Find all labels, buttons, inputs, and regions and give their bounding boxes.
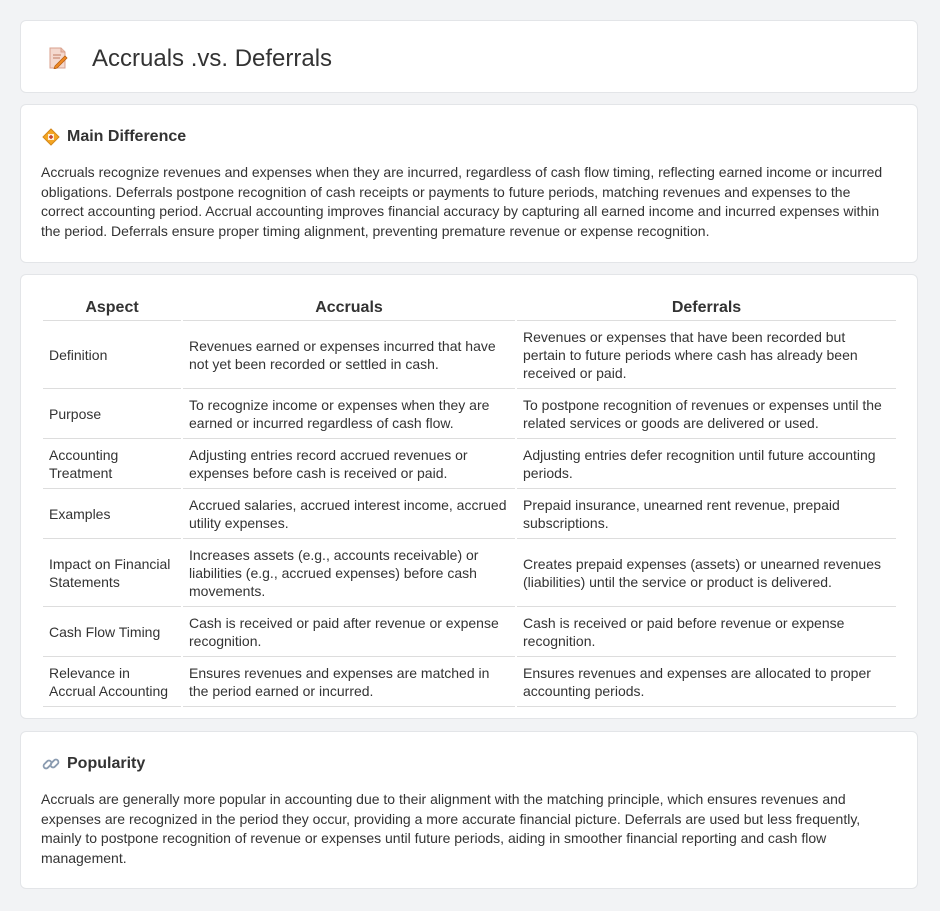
aspect-cell: Examples	[43, 489, 181, 539]
accruals-cell: Increases assets (e.g., accounts receivable) or liabilities (e.g., accrued expenses) before cash movements.	[183, 539, 515, 607]
page-title: Accruals .vs. Deferrals	[92, 45, 333, 72]
deferrals-cell: Ensures revenues and expenses are allocated to proper accounting periods.	[517, 657, 896, 707]
table-row	[43, 389, 896, 439]
popularity-header	[41, 754, 145, 774]
accruals-cell: To recognize income or expenses when they are earned or incurred regardless of cash flow.	[183, 389, 515, 439]
table-header-row	[43, 297, 896, 321]
diamond-sign-icon	[41, 127, 61, 147]
column-header-deferrals: Deferrals	[517, 297, 896, 321]
deferrals-cell: Cash is received or paid before revenue or expense recognition.	[517, 607, 896, 657]
table-row	[43, 439, 896, 489]
deferrals-cell: Prepaid insurance, unearned rent revenue, prepaid subscriptions.	[517, 489, 896, 539]
deferrals-cell: Revenues or expenses that have been recorded but pertain to future periods where cash has already been received or paid.	[517, 321, 896, 389]
comparison-card	[20, 274, 918, 719]
table-row	[43, 657, 896, 707]
popularity-card	[20, 731, 918, 889]
accruals-cell: Ensures revenues and expenses are matched in the period earned or incurred.	[183, 657, 515, 707]
aspect-cell: Accounting Treatment	[43, 439, 181, 489]
deferrals-cell: Creates prepaid expenses (assets) or unearned revenues (liabilities) until the service or product is delivered.	[517, 539, 896, 607]
accruals-cell: Accrued salaries, accrued interest income, accrued utility expenses.	[183, 489, 515, 539]
table-row	[43, 321, 896, 389]
main-difference-text: Accruals recognize revenues and expenses when they are incurred, regardless of cash flow timing, reflecting earned income or incurred obligations. Deferrals postpone recognition of cash receipts or payments to future periods, matching revenues and expenses to the correct accounting period. Accrual accounting improves financial accuracy by capturing all earned income and incurred expenses within the period. Deferrals ensure proper timing alignment, preventing premature revenue or expense recognition.	[41, 164, 883, 239]
aspect-cell: Impact on Financial Statements	[43, 539, 181, 607]
accruals-cell: Adjusting entries record accrued revenues or expenses before cash is received or paid.	[183, 439, 515, 489]
main-difference-heading: Main Difference	[67, 128, 187, 145]
comparison-table	[41, 297, 898, 707]
table-row	[43, 607, 896, 657]
aspect-cell: Relevance in Accrual Accounting	[43, 657, 181, 707]
accruals-cell: Cash is received or paid after revenue or expense recognition.	[183, 607, 515, 657]
table-row	[43, 539, 896, 607]
popularity-text: Accruals are generally more popular in accounting due to their alignment with the matching principle, which ensures revenues and expenses are recognized in the period they occur, providing a more accurate financial picture. Deferrals are used but less frequently, mainly to postpone recognition of revenue or expenses until future periods, aiding in smoother financial reporting and cash flow management.	[41, 791, 861, 866]
accruals-cell: Revenues earned or expenses incurred that have not yet been recorded or settled in cash.	[183, 321, 515, 389]
deferrals-cell: Adjusting entries defer recognition until future accounting periods.	[517, 439, 896, 489]
link-icon	[41, 754, 61, 774]
aspect-cell: Cash Flow Timing	[43, 607, 181, 657]
document-pencil-icon	[47, 47, 69, 69]
main-difference-card	[20, 104, 918, 263]
aspect-cell: Definition	[43, 321, 181, 389]
column-header-accruals: Accruals	[183, 297, 515, 321]
aspect-cell: Purpose	[43, 389, 181, 439]
popularity-heading: Popularity	[67, 755, 146, 772]
table-row	[43, 489, 896, 539]
main-difference-header	[41, 127, 186, 147]
title-card	[20, 20, 918, 93]
deferrals-cell: To postpone recognition of revenues or expenses until the related services or goods are delivered or used.	[517, 389, 896, 439]
column-header-aspect: Aspect	[43, 297, 181, 321]
